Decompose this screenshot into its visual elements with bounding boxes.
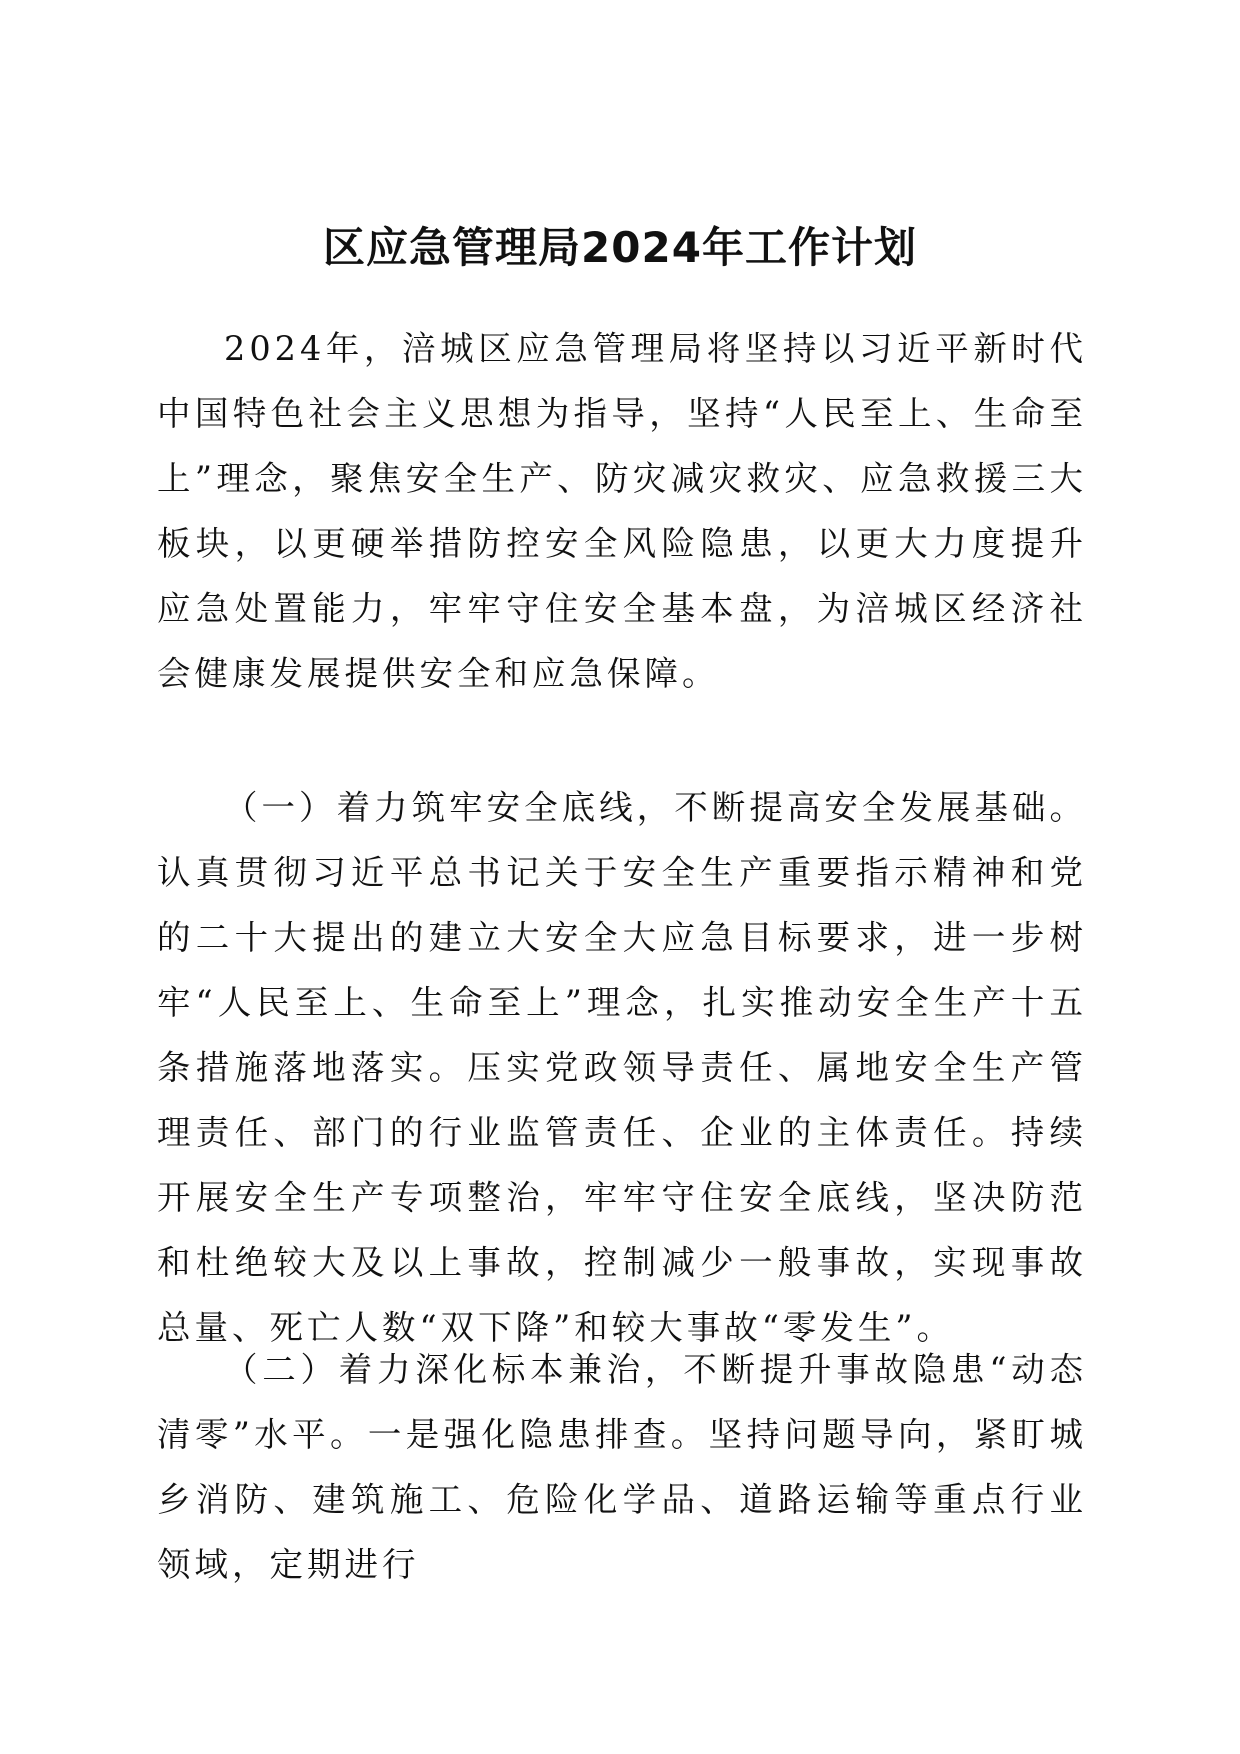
document-title: 区应急管理局2024年工作计划 bbox=[323, 223, 917, 272]
paragraph-intro: 2024年，涪城区应急管理局将坚持以习近平新时代中国特色社会主义思想为指导，坚持“人民至上、生命至上”理念，聚焦安全生产、防灾减灾救灾、应急救援三大板块，以更硬举措防控安全风险隐患，以更大力度提升应急处置能力，牢牢守住安全基本盘，为涪城区经济社会健康发展提供安全和应急保障。 bbox=[157, 329, 1087, 693]
paragraph-section-2: （二）着力深化标本兼治，不断提升事故隐患“动态清零”水平。一是强化隐患排查。坚持问题导向，紧盯城乡消防、建筑施工、危险化学品、道路运输等重点行业领域，定期进行 bbox=[157, 1350, 1087, 1584]
paragraph-section-1: （一）着力筑牢安全底线，不断提高安全发展基础。认真贯彻习近平总书记关于安全生产重要指示精神和党的二十大提出的建立大安全大应急目标要求，进一步树牢“人民至上、生命至上”理念，扎实推动安全生产十五条措施落地落实。压实党政领导责任、属地安全生产管理责任、部门的行业监管责任、企业的主体责任。持续开展安全生产专项整治，牢牢守住安全底线，坚决防范和杜绝较大及以上事故，控制减少一般事故，实现事故总量、死亡人数“双下降”和较大事故“零发生”。 bbox=[157, 788, 1087, 1347]
